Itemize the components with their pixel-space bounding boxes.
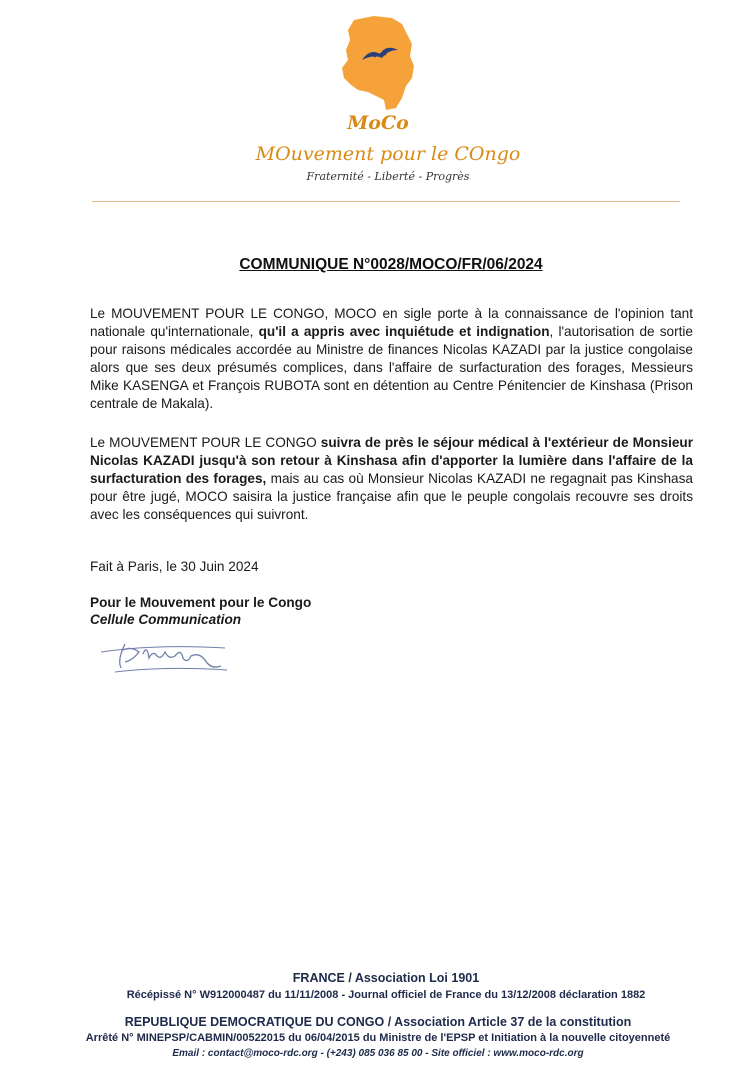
header-divider — [92, 201, 680, 202]
drc-map-bird-logo-icon — [340, 14, 420, 114]
place-date: Fait à Paris, le 30 Juin 2024 — [90, 559, 259, 574]
paragraph-1-text-b: , l'autorisation de sortie pour raisons médicales accordée au Ministre de finances Nicolas KAZADI par la justice congolaise alors que ses deux présumés complices, dans l'affaire de surfacturation des forages, Messieurs Mike KASENGA et François RUBOTA sont en détention au Centre Pénitencier de Kinshasa (Prison centrale de Makala). — [90, 324, 693, 411]
org-motto: Fraternité - Liberté - Progrès — [306, 170, 470, 183]
paragraph-1-text-a: Le MOUVEMENT POUR LE CONGO, MOCO en sigle porte à la connaissance de l'opinion tant nationale qu'internationale, — [90, 306, 693, 339]
org-full-name: MOuvement pour le COngo — [255, 143, 521, 165]
org-short-name: MoCo — [347, 112, 409, 134]
footer-contact: Email : contact@moco-rdc.org - (+243) 085 036 85 00 - Site officiel : www.moco-rdc.org — [172, 1048, 584, 1059]
paragraph-2-bold: suivra de près le séjour médical à l'extérieur de Monsieur Nicolas KAZADI jusqu'à son retour à Kinshasa afin d'apporter la lumière dans l'affaire de la surfacturation des forages, — [90, 435, 693, 486]
paragraph-1 — [90, 305, 693, 413]
signatory-org: Pour le Mouvement pour le Congo — [90, 595, 312, 610]
signatory-unit: Cellule Communication — [90, 612, 242, 627]
footer-rdc-association: REPUBLIQUE DEMOCRATIQUE DU CONGO / Association Article 37 de la constitution — [124, 1015, 632, 1029]
footer-france-association: FRANCE / Association Loi 1901 — [292, 971, 480, 985]
communique-title: COMMUNIQUE N°0028/MOCO/FR/06/2024 — [239, 256, 543, 273]
handwritten-signature-icon — [95, 630, 235, 680]
paragraph-2-text-b: mais au cas où Monsieur Nicolas KAZADI ne regagnait pas Kinshasa pour être jugé, MOCO saisira la justice française afin que le peuple congolais recouvre ses droits avec les conséquences qui suivront. — [90, 471, 693, 522]
footer-recepisse: Récépissé N° W912000487 du 11/11/2008 - Journal officiel de France du 13/12/2008 déclaration 1882 — [126, 989, 646, 1001]
paragraph-2 — [90, 434, 693, 524]
paragraph-2-text-a: Le MOUVEMENT POUR LE CONGO — [90, 435, 321, 450]
paragraph-1-bold: qu'il a appris avec inquiétude et indignation — [258, 324, 550, 339]
footer-arrete: Arrêté N° MINEPSP/CABMIN/00522015 du 06/04/2015 du Ministre de l'EPSP et Initiation à la nouvelle citoyenneté — [85, 1032, 671, 1044]
